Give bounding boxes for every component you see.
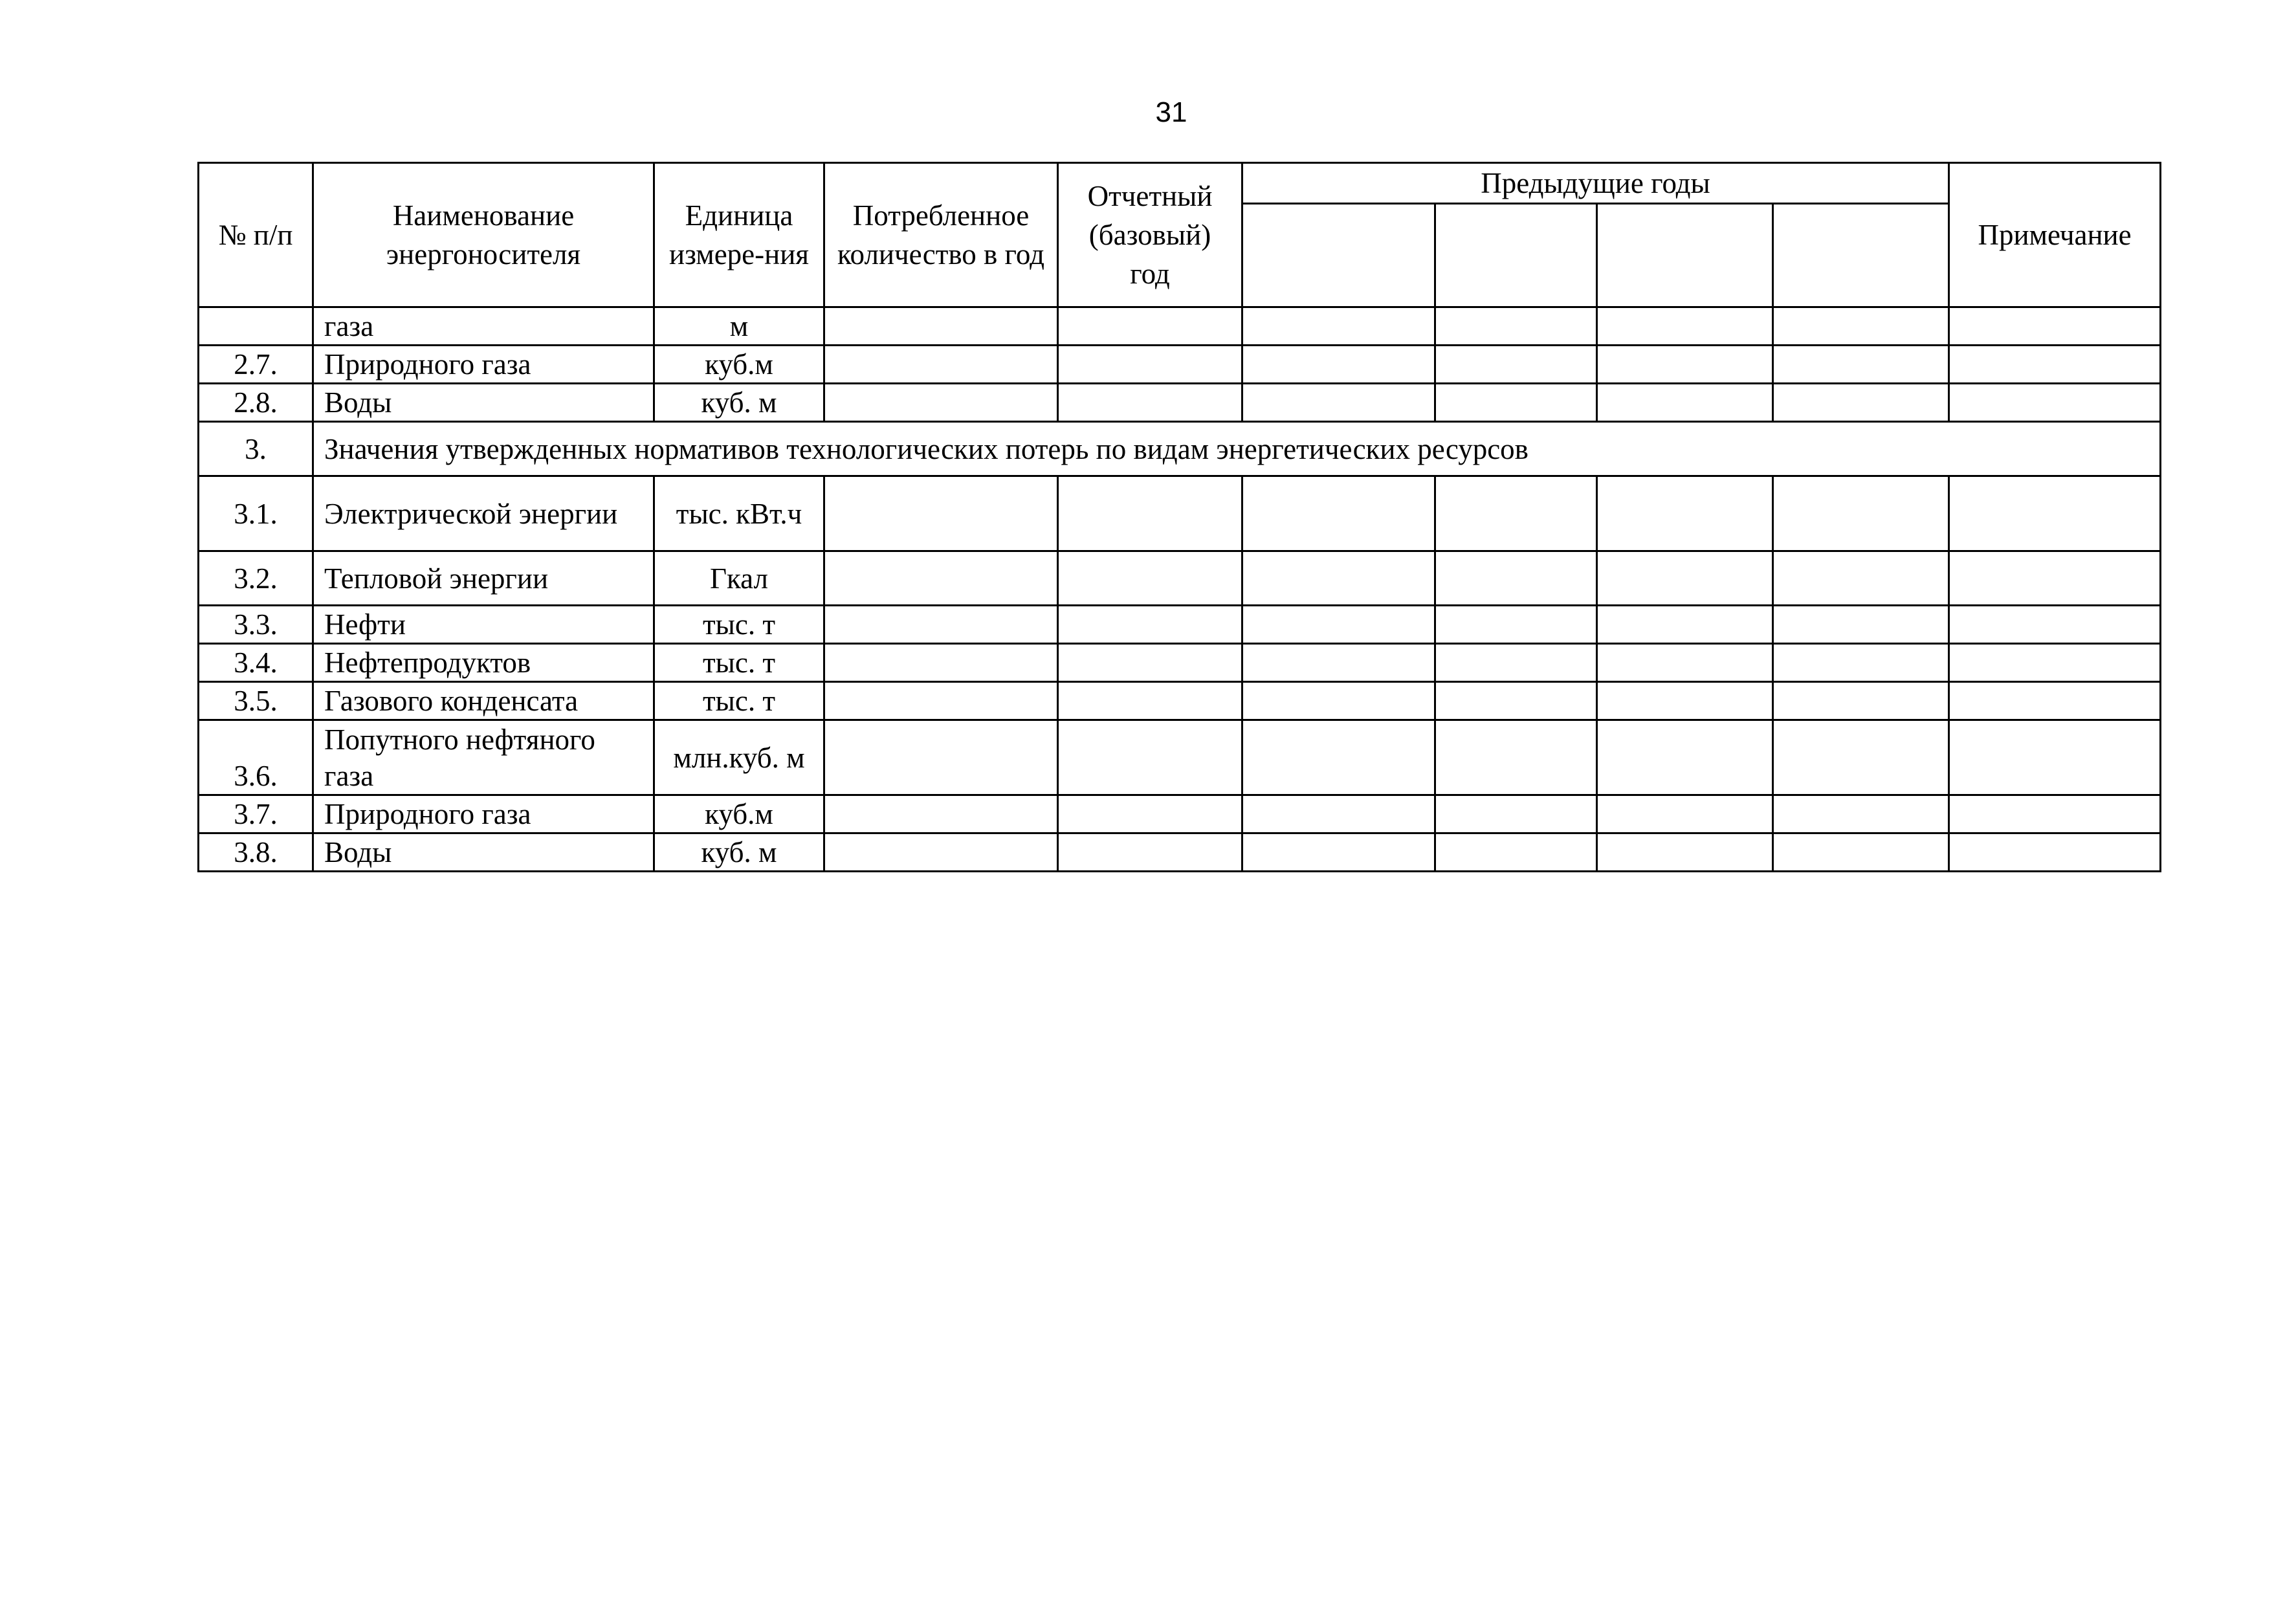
empty-cell (1242, 346, 1435, 384)
row-num: 3.7. (199, 795, 313, 833)
header-reporting-year: Отчетный (базовый) год (1058, 163, 1242, 307)
empty-cell (1597, 720, 1773, 795)
table-row (199, 720, 2161, 795)
table-row (199, 833, 2161, 872)
row-num (199, 307, 313, 346)
empty-cell (1597, 346, 1773, 384)
empty-cell (1058, 384, 1242, 422)
row-num: 2.7. (199, 346, 313, 384)
empty-cell (1949, 833, 2161, 872)
section-title: Значения утвержденных нормативов технологических потерь по видам энергетических ресурсов (313, 422, 2161, 476)
empty-cell (1597, 833, 1773, 872)
row-name: Газового конденсата (313, 682, 654, 720)
empty-cell (1773, 644, 1949, 682)
empty-cell (1435, 476, 1597, 551)
empty-cell (1058, 307, 1242, 346)
empty-cell (1773, 384, 1949, 422)
empty-cell (824, 551, 1058, 606)
row-num: 3.5. (199, 682, 313, 720)
header-name: Наименование энергоносителя (313, 163, 654, 307)
row-num: 3.3. (199, 606, 313, 644)
row-num: 3.4. (199, 644, 313, 682)
empty-cell (1773, 795, 1949, 833)
header-previous-year-1 (1242, 204, 1435, 307)
empty-cell (1435, 644, 1597, 682)
empty-cell (1597, 307, 1773, 346)
row-unit: куб. м (654, 384, 824, 422)
empty-cell (824, 682, 1058, 720)
empty-cell (1949, 346, 2161, 384)
empty-cell (1773, 346, 1949, 384)
row-num: 3.1. (199, 476, 313, 551)
empty-cell (1058, 833, 1242, 872)
header-previous-year-3 (1597, 204, 1773, 307)
empty-cell (1949, 720, 2161, 795)
empty-cell (1773, 307, 1949, 346)
empty-cell (1058, 346, 1242, 384)
empty-cell (1949, 644, 2161, 682)
row-unit: тыс. т (654, 644, 824, 682)
table-header (199, 163, 2161, 307)
empty-cell (1242, 720, 1435, 795)
empty-cell (824, 795, 1058, 833)
empty-cell (1058, 644, 1242, 682)
row-unit: тыс. т (654, 682, 824, 720)
row-unit: млн.куб. м (654, 720, 824, 795)
empty-cell (1242, 682, 1435, 720)
table-row (199, 307, 2161, 346)
page-number: 31 (1155, 96, 1187, 128)
row-unit: тыс. кВт.ч (654, 476, 824, 551)
header-previous-years: Предыдущие годы (1242, 163, 1949, 204)
empty-cell (1949, 606, 2161, 644)
empty-cell (1773, 682, 1949, 720)
header-previous-year-4 (1773, 204, 1949, 307)
empty-cell (1435, 551, 1597, 606)
empty-cell (1949, 476, 2161, 551)
empty-cell (1435, 606, 1597, 644)
row-name: газа (313, 307, 654, 346)
row-num: 3.8. (199, 833, 313, 872)
empty-cell (1242, 644, 1435, 682)
row-name: Природного газа (313, 346, 654, 384)
table-row (199, 346, 2161, 384)
empty-cell (1058, 720, 1242, 795)
row-num: 3.6. (199, 720, 313, 795)
row-name: Природного газа (313, 795, 654, 833)
empty-cell (1597, 606, 1773, 644)
empty-cell (1949, 307, 2161, 346)
empty-cell (1435, 682, 1597, 720)
empty-cell (1242, 384, 1435, 422)
header-previous-year-2 (1435, 204, 1597, 307)
row-unit: куб.м (654, 346, 824, 384)
empty-cell (1435, 720, 1597, 795)
empty-cell (824, 307, 1058, 346)
table-row (199, 644, 2161, 682)
empty-cell (1597, 644, 1773, 682)
row-unit: куб.м (654, 795, 824, 833)
row-name: Попутного нефтяного газа (313, 720, 654, 795)
table-row (199, 384, 2161, 422)
empty-cell (1242, 307, 1435, 346)
empty-cell (1058, 476, 1242, 551)
header-num: № п/п (199, 163, 313, 307)
empty-cell (1773, 833, 1949, 872)
empty-cell (824, 384, 1058, 422)
row-name: Нефти (313, 606, 654, 644)
row-num: 2.8. (199, 384, 313, 422)
row-unit: куб. м (654, 833, 824, 872)
empty-cell (1773, 720, 1949, 795)
empty-cell (1597, 384, 1773, 422)
empty-cell (1242, 795, 1435, 833)
row-unit: тыс. т (654, 606, 824, 644)
empty-cell (1773, 476, 1949, 551)
table-row (199, 606, 2161, 644)
empty-cell (1242, 606, 1435, 644)
section-num: 3. (199, 422, 313, 476)
row-name: Воды (313, 384, 654, 422)
empty-cell (1435, 346, 1597, 384)
table-row (199, 795, 2161, 833)
empty-cell (1058, 551, 1242, 606)
empty-cell (824, 644, 1058, 682)
table-row (199, 682, 2161, 720)
empty-cell (1435, 307, 1597, 346)
row-name: Нефтепродуктов (313, 644, 654, 682)
empty-cell (1058, 795, 1242, 833)
row-name: Электрической энергии (313, 476, 654, 551)
header-note: Примечание (1949, 163, 2161, 307)
header-consumed: Потребленное количество в год (824, 163, 1058, 307)
row-unit: Гкал (654, 551, 824, 606)
empty-cell (1435, 795, 1597, 833)
empty-cell (1597, 795, 1773, 833)
table-row (199, 476, 2161, 551)
empty-cell (1242, 476, 1435, 551)
empty-cell (1435, 384, 1597, 422)
empty-cell (824, 606, 1058, 644)
header-unit: Единица измере-ния (654, 163, 824, 307)
empty-cell (1949, 551, 2161, 606)
empty-cell (1773, 551, 1949, 606)
empty-cell (1597, 476, 1773, 551)
empty-cell (824, 833, 1058, 872)
empty-cell (1242, 833, 1435, 872)
empty-cell (1058, 606, 1242, 644)
row-num: 3.2. (199, 551, 313, 606)
table-body (199, 307, 2161, 872)
empty-cell (1597, 682, 1773, 720)
empty-cell (1773, 606, 1949, 644)
empty-cell (1058, 682, 1242, 720)
empty-cell (1949, 682, 2161, 720)
empty-cell (1597, 551, 1773, 606)
empty-cell (1435, 833, 1597, 872)
empty-cell (824, 476, 1058, 551)
section-row (199, 422, 2161, 476)
empty-cell (824, 720, 1058, 795)
row-unit: м (654, 307, 824, 346)
empty-cell (1949, 795, 2161, 833)
empty-cell (824, 346, 1058, 384)
row-name: Воды (313, 833, 654, 872)
table-row (199, 551, 2161, 606)
row-name: Тепловой энергии (313, 551, 654, 606)
empty-cell (1949, 384, 2161, 422)
energy-resources-table (197, 162, 2161, 872)
empty-cell (1242, 551, 1435, 606)
